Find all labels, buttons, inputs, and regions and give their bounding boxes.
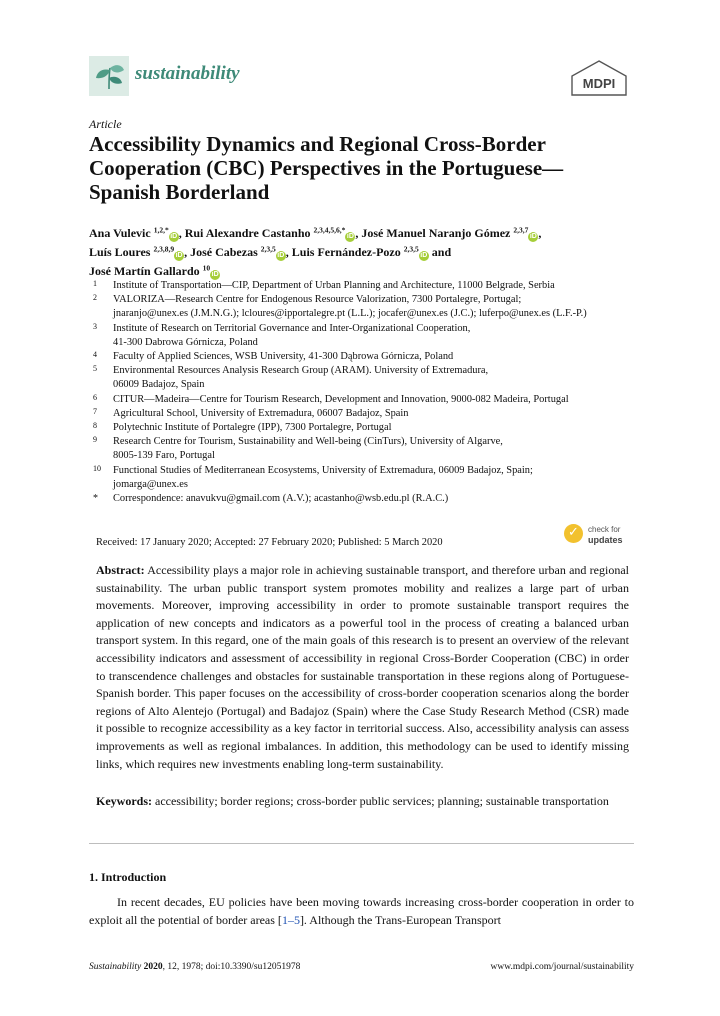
citation-link[interactable]: 1–5 bbox=[281, 913, 300, 927]
orcid-icon[interactable]: iD bbox=[277, 252, 285, 259]
author-affil-marks: 2,3,5 bbox=[260, 244, 276, 254]
affiliation-item: 5 Environmental Resources Analysis Research Group (ARAM). University of Extremadura, bbox=[93, 364, 489, 377]
author-affil-marks: 2,3,8,9 bbox=[153, 244, 175, 254]
author-name: Luís Loures bbox=[89, 245, 151, 259]
author-affil-marks: 2,3,4,5,6,* bbox=[313, 225, 346, 235]
keywords-label: Keywords: bbox=[96, 794, 152, 808]
author-name: José Manuel Naranjo Gómez bbox=[361, 226, 511, 240]
affiliation-item: 3 Institute of Research on Territorial Governance and Inter-Organizational Cooperation, bbox=[93, 321, 471, 334]
orcid-icon[interactable]: iD bbox=[346, 233, 354, 240]
author-name: Luis Fernández-Pozo bbox=[291, 245, 401, 259]
orcid-icon[interactable]: iD bbox=[175, 252, 183, 259]
publication-dates: Received: 17 January 2020; Accepted: 27 February 2020; Published: 5 March 2020 bbox=[96, 537, 443, 548]
footer-citation: Sustainability 2020, 12, 1978; doi:10.3390/su12051978 bbox=[89, 962, 301, 972]
affiliation-item: 8 Polytechnic Institute of Portalegre (IPP), 7300 Portalegre, Portugal bbox=[93, 421, 392, 434]
article-type: Article bbox=[89, 117, 122, 131]
author-affil-marks: 2,3,7 bbox=[513, 225, 529, 235]
keywords-text: accessibility; border regions; cross-border public services; planning; sustainable transportation bbox=[155, 794, 609, 808]
footer-url[interactable]: www.mdpi.com/journal/sustainability bbox=[490, 962, 634, 972]
mdpi-logo-icon bbox=[570, 60, 628, 96]
affiliation-item-cont: 06009 Badajoz, Spain bbox=[113, 379, 205, 391]
author-affil-marks: 1,2,* bbox=[153, 225, 169, 235]
paper-title: Accessibility Dynamics and Regional Cross-Border Cooperation (CBC) Perspectives in the Portuguese—Spanish Borderland bbox=[89, 132, 564, 204]
author-name: Ana Vulevic bbox=[89, 226, 151, 240]
keywords bbox=[96, 793, 629, 810]
affiliation-item: 4 Faculty of Applied Sciences, WSB University, 41-300 Dąbrowa Górnicza, Poland bbox=[93, 350, 454, 363]
affiliation-item: 10 Functional Studies of Mediterranean Ecosystems, University of Extremadura, 06009 Badajoz, Spain; bbox=[93, 463, 533, 476]
orcid-icon[interactable]: iD bbox=[211, 271, 219, 278]
correspondence: * Correspondence: anavukvu@gmail.com (A.V.); acastanho@wsb.edu.pl (R.A.C.) bbox=[93, 493, 449, 505]
author-name: José Martín Gallardo bbox=[89, 264, 200, 278]
intro-paragraph: In recent decades, EU policies have been moving towards increasing cross-border cooperation in order to exploit all the potential of border areas [1–5]. Although the Trans-European Transport bbox=[89, 895, 634, 927]
affiliation-item: 6 CITUR—Madeira—Centre for Tourism Research, Development and Innovation, 9000-082 Madeira, Portugal bbox=[93, 392, 569, 405]
orcid-icon[interactable]: iD bbox=[420, 252, 428, 259]
affiliation-item: 2 VALORIZA—Research Centre for Endogenous Resource Valorization, 7300 Portalegre, Portugal; bbox=[93, 293, 522, 306]
section-heading: 1. Introduction bbox=[89, 870, 167, 884]
abstract bbox=[96, 562, 629, 773]
check-for-updates-badge[interactable]: ✓ check for updates bbox=[564, 521, 636, 549]
orcid-icon[interactable]: iD bbox=[529, 233, 537, 240]
affiliation-item-cont: 41-300 Dabrowa Górnicza, Poland bbox=[113, 336, 258, 348]
check-circle-icon: ✓ bbox=[564, 524, 583, 543]
author-list: Ana Vulevic $^{1,2,*}$iD , Rui Alexandre Castanho $^{2,3,4,5,6,*}$iD , José Manuel Naranjo Gómez $^{2,3,7}$iD , Luís Loures $^{2,3,8,9}$iD , José Cabezas $^{2,3,5}$iD , Luis Fernández-Pozo $^{2,3,5}$iD and José Martín Gallardo $^{10}$iD bbox=[89, 225, 542, 278]
publisher-name: MDPI bbox=[582, 76, 616, 91]
affiliation-item: 9 Research Centre for Tourism, Sustainability and Well-being (CinTurs), University of Algarve, bbox=[93, 435, 503, 448]
sustainability-logo-icon bbox=[89, 56, 129, 96]
abstract-label: Abstract: bbox=[96, 563, 145, 577]
author-name: José Cabezas bbox=[190, 245, 258, 259]
author-and: and bbox=[431, 245, 452, 259]
orcid-icon[interactable]: iD bbox=[170, 233, 178, 240]
journal-name: sustainability bbox=[135, 63, 240, 84]
divider bbox=[89, 843, 634, 844]
abstract-text: Accessibility plays a major role in achieving sustainable transport, and therefore urban and regional sustainability. The urban public transport system promotes mobility and realizes a large part of urban movements. Moreover, improving accessibility in order to promote sustainable transport requires the application of new concepts and indicators as a powerful tool in the process of creating a balanced urban transport system. In this regard, one of the main goals of this research is to present an overview of the relevant accessibility indicators and assessment of accessibility in regional Cross-Border Cooperation (CBC) in order to transcendence challenges and obstacles for sustainable transportation in these regions along of Portuguese-Spanish border. This paper focuses on the accessibility of cross-border cooperation scenarios along the border regions of Alto Alentejo (Portugal) and Badajoz (Spain) where the Case Study Research Method (CSR) made it possible to recognize accessibility as a key factor in territorial success. Also, accessibility analysis can assess improvements as well as regional imbalances. In addition, this methodology can be used to identify missing links, which requires new investments enabling long-term sustainability. bbox=[96, 563, 629, 771]
affiliation-item-cont: jnaranjo@unex.es (J.M.N.G.); lcloures@ipportalegre.pt (L.L.); jocafer@unex.es (J.C.); luferpo@unex.es (L.F.-P.) bbox=[113, 308, 587, 320]
affiliation-item: 1 Institute of Transportation—CIP, Department of Urban Planning and Architecture, 11000 Belgrade, Serbia bbox=[93, 279, 555, 291]
affiliation-item-cont: 8005-139 Faro, Portugal bbox=[113, 450, 215, 462]
author-name: Rui Alexandre Castanho bbox=[184, 226, 311, 240]
author-affil-marks: 10 bbox=[202, 263, 211, 273]
affiliation-item-cont: jomarga@unex.es bbox=[113, 478, 188, 490]
affiliations bbox=[89, 279, 634, 506]
author-affil-marks: 2,3,5 bbox=[403, 244, 419, 254]
affiliation-item: 7 Agricultural School, University of Extremadura, 06007 Badajoz, Spain bbox=[93, 406, 409, 419]
